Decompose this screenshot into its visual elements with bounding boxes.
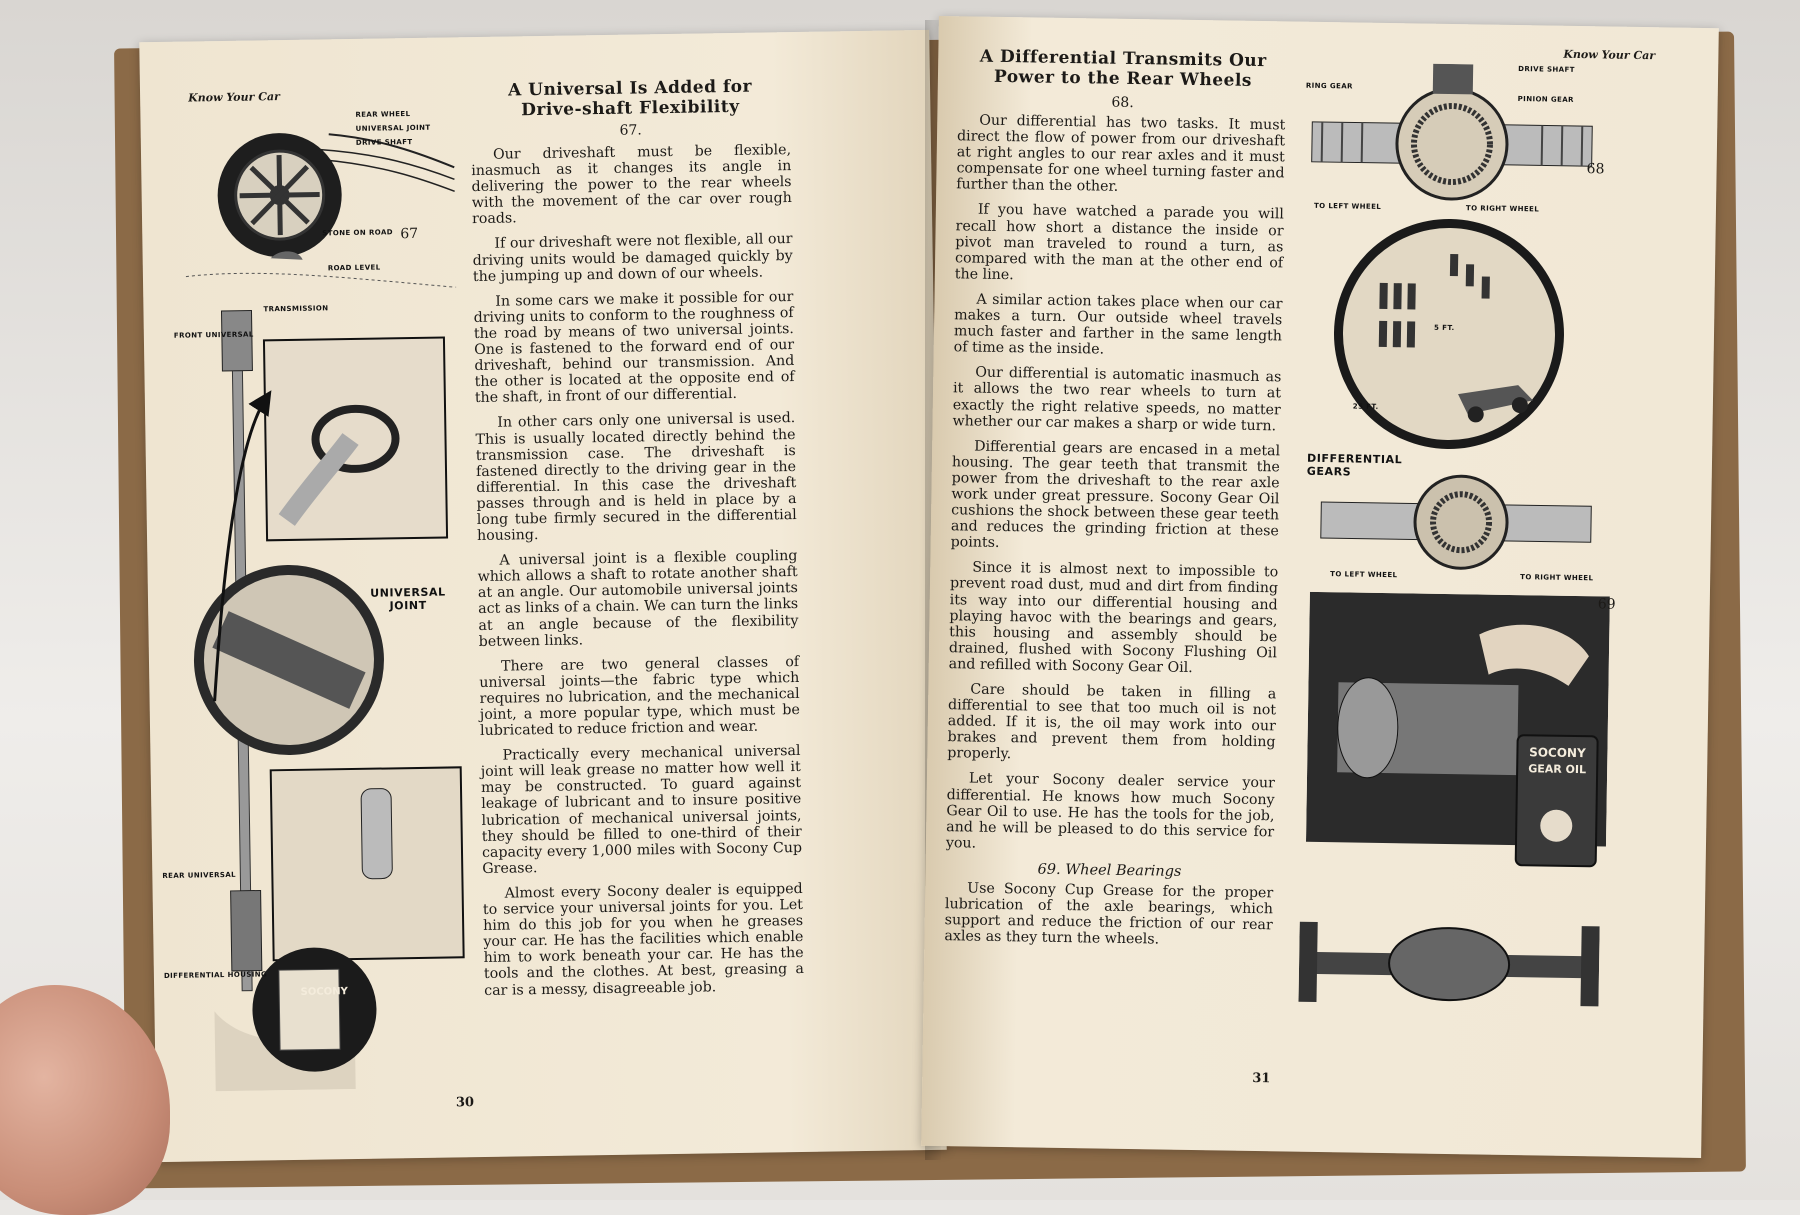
callout-rear-universal: REAR UNIVERSAL bbox=[162, 870, 237, 881]
callout-stone-on-road: STONE ON ROAD bbox=[322, 228, 394, 238]
parade-illustration bbox=[1327, 212, 1571, 456]
right-text-column bbox=[944, 112, 1285, 958]
callout-to-left-wheel: TO LEFT WHEEL bbox=[1313, 201, 1382, 211]
callout-universal-joint-big: UNIVERSAL JOINT bbox=[370, 585, 446, 613]
callout-drive-shaft: DRIVE SHAFT bbox=[355, 137, 413, 147]
right-page bbox=[921, 16, 1719, 1158]
right-paragraph: Use Socony Cup Grease for the proper lubrication of the axle bearings, which support and reduce the friction of our rear axles as they turn the wheels. bbox=[944, 880, 1274, 948]
callout-drive-shaft: DRIVE SHAFT bbox=[1518, 65, 1575, 74]
callout-rear-wheel: REAR WHEEL bbox=[355, 110, 411, 119]
right-running-head: Know Your Car bbox=[1563, 47, 1656, 63]
callout-ring-gear: RING GEAR bbox=[1305, 81, 1353, 91]
callout-universal-joint: UNIVERSAL JOINT bbox=[355, 123, 431, 133]
left-paragraph: Almost every Socony dealer is equipped to service your universal joints for you. Let him do this job for you when he greases your car. He has the facilities which enable him to work beneath your car. He has the tools and the clothes. At best, greasing a car is a messy, disagreeable job. bbox=[482, 880, 805, 999]
left-paragraph: A universal joint is a flexible coupling which allows a shaft to rotate another shaft at an angle. Our automobile universal joints act as links of a chain. We can turn the links at an angle because of the flexibility between links. bbox=[477, 548, 799, 650]
callout-front-universal: FRONT UNIVERSAL bbox=[173, 330, 254, 340]
right-paragraph: Care should be taken in filling a differential to see that too much oil is not added. If it is, the oil may work into our brakes and prevent them from holding properly. bbox=[947, 681, 1277, 763]
left-page-number: 30 bbox=[455, 1095, 475, 1111]
socony-can-label-left: SOCONY bbox=[300, 986, 348, 998]
callout-to-right-wheel: TO RIGHT WHEEL bbox=[1465, 204, 1540, 214]
callout-5-ft: 5 FT. bbox=[1434, 323, 1455, 333]
right-paragraph: Our differential has two tasks. It must direct the flow of power from our driveshaft at right angles to our rear axles and it must compensate for one wheel turning faster and further than the other. bbox=[956, 112, 1286, 196]
callout-pinion-gear: PINION GEAR bbox=[1517, 95, 1574, 104]
left-paragraph: In other cars only one universal is used. This is usually located directly behind the transmission case. The driveshaft is fastened directly to the driving gear in the differential. In this case the driveshaft passes through and is held in place by a long tube firmly secured in the differential housing. bbox=[475, 410, 797, 545]
left-running-head: Know Your Car bbox=[188, 90, 280, 105]
right-paragraph: A similar action takes place when our car makes a turn. Our outside wheel travels much faster and farther in the same length of time as the inside. bbox=[953, 291, 1283, 358]
right-article-title: A Differential Transmits Our Power to the Rear Wheels bbox=[979, 46, 1267, 91]
left-text-column bbox=[471, 142, 804, 1008]
left-article-title: A Universal Is Added for Drive-shaft Flexibility bbox=[507, 76, 753, 121]
callout-differential-gears: DIFFERENTIAL GEARS bbox=[1306, 451, 1403, 479]
right-paragraph: Let your Socony dealer service your differential. He knows how much Socony Gear Oil to use. He has the tools for the job, and he will be pleased to do this service for you. bbox=[945, 770, 1276, 852]
figure-67-number: 67 bbox=[400, 225, 419, 243]
right-paragraph: Differential gears are encased in a metal housing. The gear teeth that transmit the power from the driveshaft to the rear axle work under great pressure. Socony Gear Oil cushions the shock between these gear teeth and reduces the grinding friction at these points. bbox=[950, 438, 1281, 552]
callout-road-level: ROAD LEVEL bbox=[327, 263, 381, 273]
callout-differential-housing: DIFFERENTIAL HOUSING bbox=[163, 970, 268, 981]
left-section-number: 67. bbox=[619, 122, 642, 139]
left-paragraph: Practically every mechanical universal joint will leak grease no matter how well it may be constructed. To guard against leakage of lubricant and to insure positive lubrication of mechanical universal joints, they should be filled to one-third of their capacity every 1,000 miles with Socony Cup Grease. bbox=[480, 743, 803, 877]
callout-to-left-wheel-2: TO LEFT WHEEL bbox=[1330, 570, 1398, 580]
left-paragraph: Our driveshaft must be flexible, inasmuch as it changes its angle in delivering the power to the rear wheels with the movement of the car over rough roads. bbox=[471, 142, 792, 228]
callout-25-ft: 25 FT. bbox=[1352, 402, 1379, 411]
right-page-number: 31 bbox=[1252, 1070, 1271, 1087]
rear-axle-illustration bbox=[1298, 902, 1600, 1027]
wheel-bearings-subheading: 69. Wheel Bearings bbox=[1037, 861, 1182, 880]
right-paragraph: If you have watched a parade you will recall how short a distance the inside or pivot man traveled to round a turn, as compared with the man at the other end of the line. bbox=[954, 202, 1284, 283]
right-section-number: 68. bbox=[1111, 94, 1134, 112]
callout-to-right-wheel-2: TO RIGHT WHEEL bbox=[1520, 573, 1594, 583]
socony-can-brand: SOCONY bbox=[1529, 745, 1586, 761]
right-paragraph: Our differential is automatic inasmuch as it allows the two rear wheels to turn at exactly the right relative speeds, no matter whether our car makes a sharp or wide turn. bbox=[952, 364, 1282, 434]
left-paragraph: There are two general classes of universal joints—the fabric type which requires no lubrication, and the mechanical joint, a more popular type, which must be lubricated to reduce friction and wear. bbox=[479, 653, 800, 740]
figure-69-number: 69 bbox=[1597, 596, 1616, 613]
left-page bbox=[139, 30, 946, 1162]
callout-transmission: TRANSMISSION bbox=[263, 304, 329, 314]
figure-68-number: 68 bbox=[1586, 161, 1605, 178]
socony-can-product: GEAR OIL bbox=[1528, 762, 1587, 777]
left-paragraph: If our driveshaft were not flexible, all our driving units would be damaged quickly by the jumping up and down of our wheels. bbox=[472, 231, 793, 285]
right-paragraph: Since it is almost next to impossible to prevent road dust, mud and dirt from finding its way into our differential housing and playing havoc with the bearings and gears, this housing and assembly should be drained, flushed with Socony Flushing Oil and refilled with Socony Gear Oil. bbox=[948, 559, 1279, 676]
left-paragraph: In some cars we make it possible for our driving units to conform to the roughness of the road by means of two universal joints. One is fastened to the forward end of our driveshaft, behind our transmission. And the other is located at the opposite end of the shaft, in front of our differential. bbox=[473, 288, 795, 407]
